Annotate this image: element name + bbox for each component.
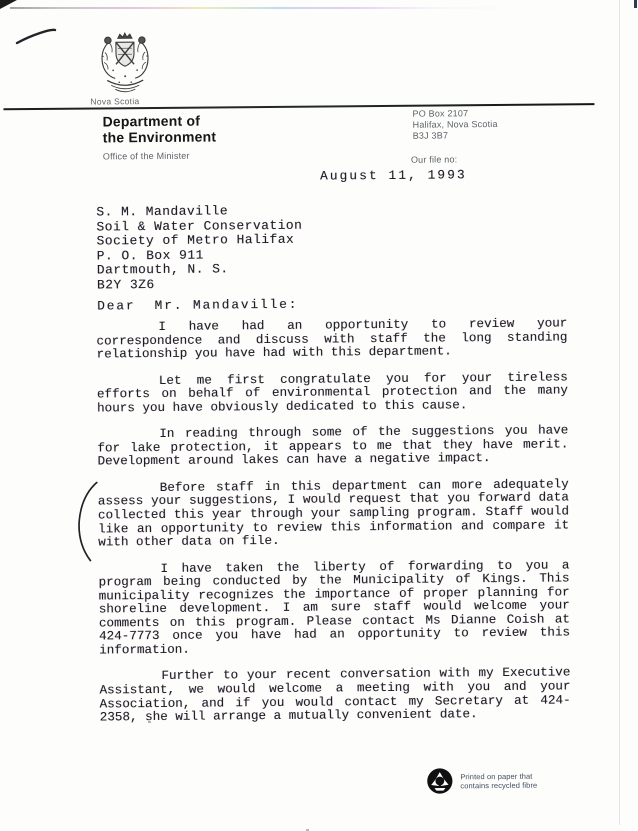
handwritten-bracket-mark xyxy=(73,480,106,566)
letter-body xyxy=(96,317,571,738)
recycled-paper-note xyxy=(460,772,537,791)
recipient-org-line1: Soil & Water Conservation xyxy=(96,217,303,235)
recipient-city: Dartmouth, N. S. xyxy=(96,261,229,278)
paragraph-5: I have taken the liberty of forwarding to you a program being conducted by the Municipality of Kings. This municipality recognizes the importance of proper planning for shoreline development. I am sure staff would welcome your comments on this program. Please contact Ms Dianne Coish at 424-7773 once you have had an opportunity to review this information. xyxy=(98,558,571,658)
recipient-org-line2: Society of Metro Halifax xyxy=(96,231,295,249)
department-name xyxy=(103,113,217,145)
office-of-minister-label: Office of the Minister xyxy=(102,150,190,162)
recipient-po-box: P. O. Box 911 xyxy=(96,247,204,264)
letterhead-address xyxy=(412,108,497,141)
paragraph-2: Let me first congratulate you for your tireless efforts on behalf of environmental protection and the many hours you have obviously dedicated to this cause. xyxy=(96,370,568,416)
paragraph-3: In reading through some of the suggestions you have for lake protection, it appears to me that they have merit. Development around lakes can have a negative impact. xyxy=(97,423,569,469)
paragraph-6: Further to your recent conversation with my Executive Assistant, we would welcome a meeting with you and your Association, and if you would contact my Secretary at 424-2358, she will arrange a mutually convenient date. xyxy=(99,665,571,725)
recycle-icon xyxy=(426,767,453,794)
recycled-paper-note-line2: contains recycled fibre xyxy=(460,780,538,791)
paragraph-1: I have had an opportunity to review your correspondence and discuss with staff the long standing relationship you have had with this department. xyxy=(96,316,568,362)
recipient-name: S. M. Mandaville xyxy=(96,203,229,220)
recipient-postal-code: B2Y 3Z6 xyxy=(96,276,155,293)
letter-date: August 11, 1993 xyxy=(319,167,467,184)
department-name-line1: Department of xyxy=(102,112,201,130)
letterhead-postal-code: B3J 3B7 xyxy=(412,130,449,141)
file-number-label: Our file no: xyxy=(410,154,458,165)
nova-scotia-crest-icon xyxy=(91,30,160,97)
crest-caption: Nova Scotia xyxy=(90,96,140,107)
letterhead-po-box: PO Box 2107 xyxy=(412,108,469,119)
department-name-line2: the Environment xyxy=(102,127,217,145)
letterhead-city: Halifax, Nova Scotia xyxy=(412,118,498,130)
recycled-paper-note-line1: Printed on paper that xyxy=(460,771,533,782)
salutation: Dear Mr. Mandaville: xyxy=(97,296,299,314)
recipient-address-block xyxy=(96,204,303,293)
paragraph-4: Before staff in this department can more adequately assess your suggestions, I would request that you forward data collected this year through your sampling program. Staff would like an opportunity to review this information and compare it with other data on file. xyxy=(97,477,570,550)
